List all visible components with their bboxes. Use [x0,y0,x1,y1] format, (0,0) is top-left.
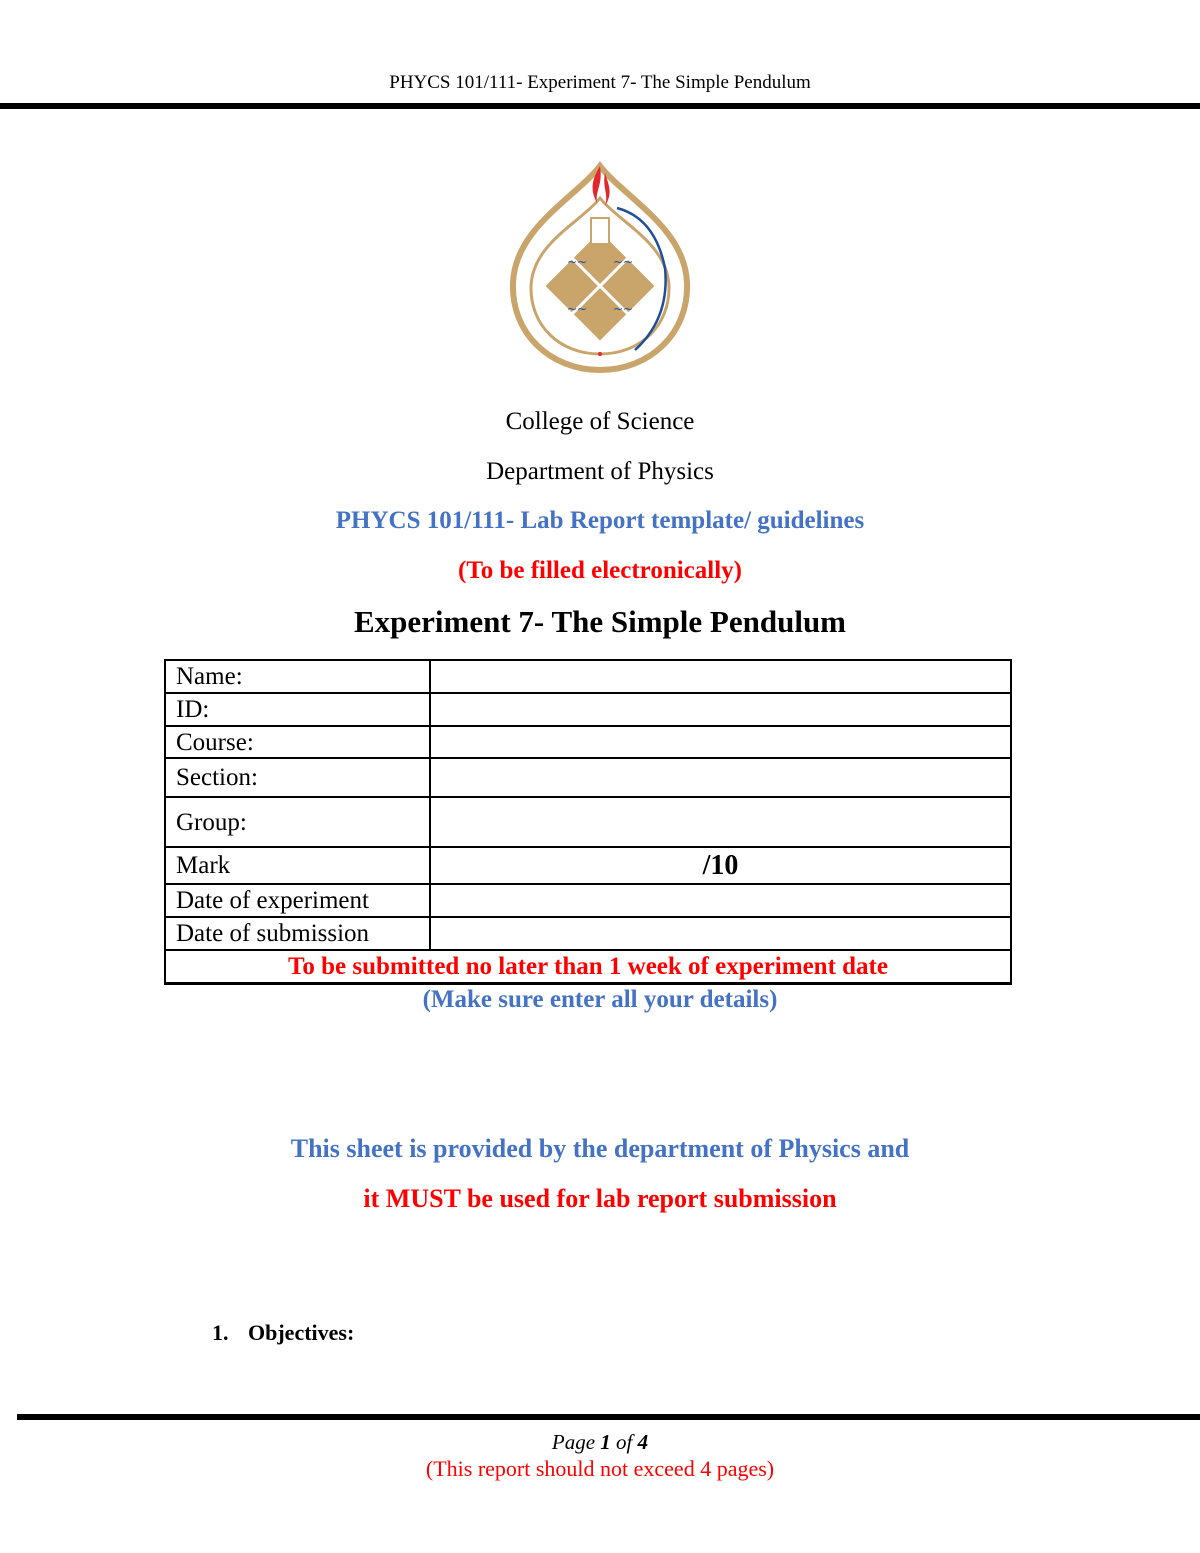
mark-field[interactable]: /10 [430,847,1011,884]
table-row [165,847,1011,884]
template-title: PHYCS 101/111- Lab Report template/ guidelines [335,507,865,534]
objectives-number: 1. [212,1320,229,1345]
page-limit-note: (This report should not exceed 4 pages) [425,1456,775,1481]
department-name: Department of Physics [486,458,714,485]
course-field[interactable] [430,726,1011,758]
objectives-heading [212,1320,354,1346]
id-field[interactable] [430,693,1011,726]
details-note: (Make sure enter all your details) [422,986,778,1013]
svg-text:~~: ~~ [613,255,634,269]
section-field[interactable] [430,758,1011,797]
university-logo [505,158,695,378]
date-of-experiment-field[interactable] [430,884,1011,917]
table-row [165,884,1011,917]
course-label: Course: [165,726,430,758]
deadline-note: To be submitted no later than 1 week of experiment date [165,950,1011,983]
experiment-title: Experiment 7- The Simple Pendulum [353,604,847,639]
footer-divider [17,1414,1200,1420]
page-total: 4 [637,1430,649,1454]
table-row [165,726,1011,758]
date-of-submission-label: Date of submission [165,917,430,950]
of-word: of [616,1430,633,1454]
name-field[interactable] [430,660,1011,693]
date-of-submission-field[interactable] [430,917,1011,950]
table-row [165,917,1011,950]
section-label: Section: [165,758,430,797]
date-of-experiment-label: Date of experiment [165,884,430,917]
college-name: College of Science [505,408,695,435]
header-divider [0,103,1200,109]
table-row [165,758,1011,797]
student-info-table [164,659,1012,985]
id-label: ID: [165,693,430,726]
svg-text:~~: ~~ [567,255,588,269]
notice-line-1: This sheet is provided by the department of Physics and [290,1134,910,1163]
table-row [165,950,1011,983]
page-number [0,1430,1200,1455]
table-row [165,693,1011,726]
group-label: Group: [165,797,430,847]
fill-note: (To be filled electronically) [458,557,742,584]
objectives-label: Objectives: [248,1320,355,1345]
page-current: 1 [600,1430,611,1454]
page-header: PHYCS 101/111- Experiment 7- The Simple Pendulum [389,72,811,93]
svg-text:~~: ~~ [567,302,588,316]
name-label: Name: [165,660,430,693]
page-word: Page [551,1430,596,1454]
group-field[interactable] [430,797,1011,847]
table-row [165,660,1011,693]
svg-text:~~: ~~ [613,302,634,316]
mark-label: Mark [165,847,430,884]
table-row [165,797,1011,847]
notice-line-2: it MUST be used for lab report submission [363,1184,837,1213]
